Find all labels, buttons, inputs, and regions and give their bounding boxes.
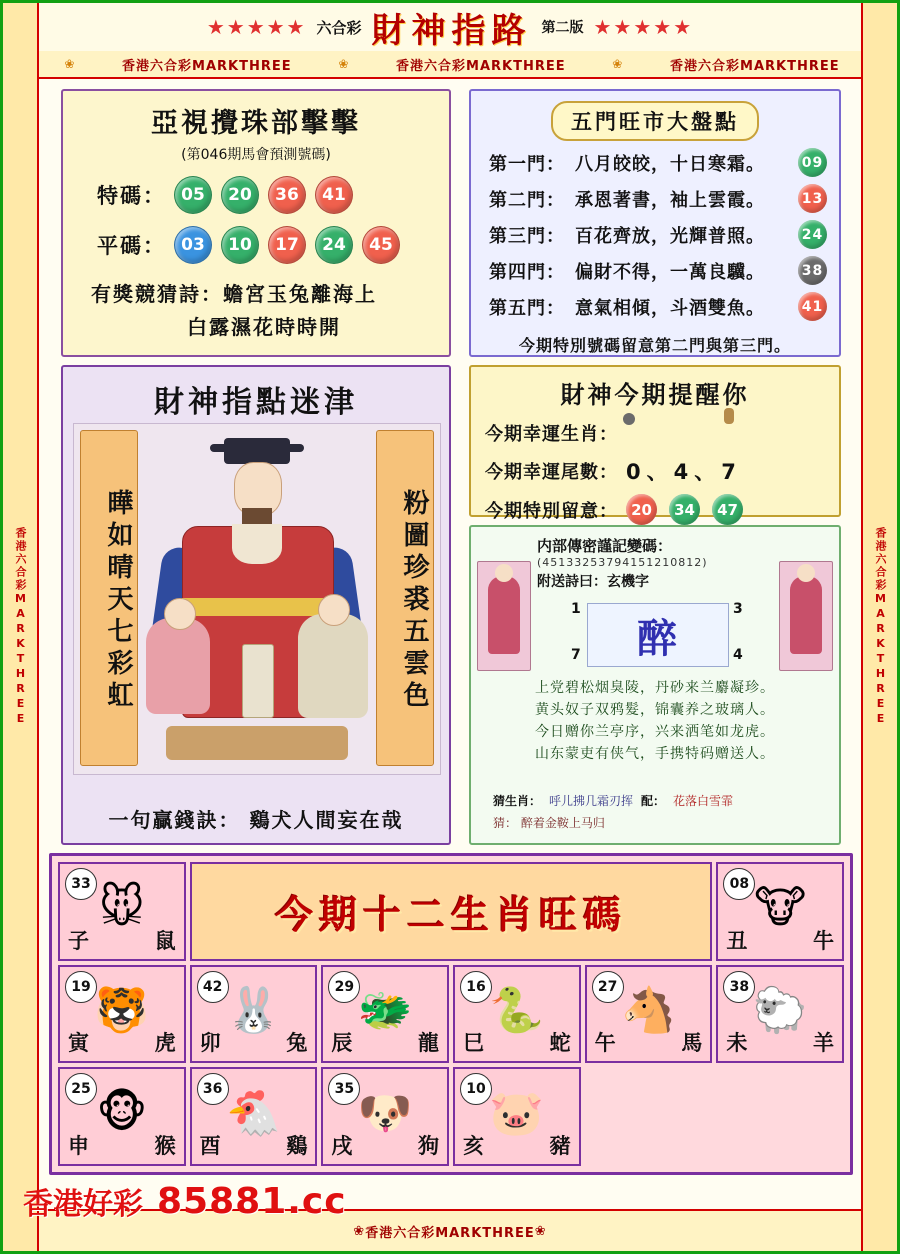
market-row — [489, 184, 839, 213]
verse-line: 今日赠你兰亭序，兴来洒笔如龙虎。 — [535, 724, 775, 740]
normal-ball: 10 — [221, 226, 259, 264]
zodiac-banner — [190, 862, 713, 961]
zodiac-number: 36 — [197, 1073, 229, 1105]
stars-left: ★★★★★ — [206, 15, 307, 39]
zodiac-cell-dragon[interactable] — [321, 965, 449, 1064]
zodiac-branch: 辰 — [331, 1031, 353, 1056]
top-ribbon — [39, 51, 861, 79]
mystery-character-box — [587, 603, 729, 667]
guess2-value: 醉着金鞍上马归 — [520, 816, 605, 830]
left-strip-text: 香港六合彩MARKTHREE — [14, 527, 27, 727]
guess-label: 猜生肖： — [493, 794, 542, 808]
masthead — [39, 3, 861, 53]
zodiac-grid — [58, 862, 844, 1166]
poem-line-2: 白露濕花時時開 — [187, 315, 341, 339]
zodiac-cell-tiger[interactable] — [58, 965, 186, 1064]
special-codes-row — [97, 176, 449, 214]
zodiac-name: 龍 — [417, 1031, 439, 1056]
market-title: 五門旺市大盤點 — [551, 101, 759, 141]
footer-text: 香港六合彩MARKTHREE — [365, 1225, 535, 1241]
dog-icon: 🐶 — [357, 1087, 413, 1139]
poem-block — [91, 278, 449, 340]
zodiac-branch: 戌 — [331, 1133, 353, 1158]
market-row-text: 八月皎皎，十日寒霜。 — [575, 153, 765, 175]
pig-icon: 🐷 — [489, 1087, 545, 1139]
corner-number-top-right: 3 — [733, 601, 743, 617]
special-ball: 36 — [268, 176, 306, 214]
zodiac-name: 羊 — [812, 1031, 834, 1056]
reminder-panel — [469, 365, 841, 522]
zodiac-name: 虎 — [154, 1031, 176, 1056]
dragon-icon: 🐲 — [357, 984, 413, 1036]
poem-line-1: 蟾宮玉兔離海上 — [223, 282, 377, 306]
reminder-title: 財神今期提醒你 — [560, 381, 750, 409]
horse-icon: 🐴 — [621, 984, 676, 1036]
zodiac-number: 16 — [460, 971, 492, 1003]
zodiac-number: 33 — [65, 868, 97, 900]
sash-shape — [182, 598, 332, 616]
couplet-right: 粉圖珍裘五雲色 — [376, 430, 434, 766]
market-gate-label: 第三門： — [489, 225, 565, 247]
market-footer-note: 今期特別號碼留意第二門與第三門。 — [518, 336, 791, 355]
pedestal-shape — [166, 726, 348, 760]
rabbit-icon: 🐰 — [226, 984, 281, 1036]
zodiac-branch: 寅 — [68, 1031, 89, 1056]
zodiac-cell-ox[interactable] — [716, 862, 844, 961]
market-gate-label: 第一門： — [489, 153, 565, 175]
zodiac-cell-rat[interactable] — [58, 862, 186, 961]
watermark-cn: 香港好彩 — [23, 1187, 143, 1222]
guess2-label: 猜： — [493, 816, 518, 830]
secret-digits: (45133253794151210812) — [537, 556, 708, 569]
zodiac-cell-goat[interactable] — [716, 965, 844, 1064]
zodiac-name: 兔 — [286, 1031, 308, 1056]
scroll-shape — [242, 644, 274, 718]
ribbon-dot-icon: ❀ — [612, 57, 624, 71]
hat-shape — [224, 438, 290, 464]
market-ball: 24 — [798, 220, 827, 249]
zodiac-number: 38 — [723, 971, 755, 1003]
zodiac-number: 35 — [328, 1073, 360, 1105]
market-row-text: 百花齊放，光輝普照。 — [575, 225, 765, 247]
zodiac-branch: 丑 — [726, 928, 748, 953]
special-ball: 41 — [315, 176, 353, 214]
attention-ball: 34 — [669, 494, 700, 525]
zodiac-number: 29 — [328, 971, 360, 1003]
goat-icon: 🐑 — [752, 984, 808, 1036]
zodiac-cell-rooster[interactable] — [190, 1067, 318, 1166]
zodiac-name: 狗 — [417, 1133, 439, 1158]
god-picture-panel — [61, 365, 451, 845]
normal-ball: 03 — [174, 226, 212, 264]
market-gate-label: 第四門： — [489, 261, 565, 283]
content-area — [39, 77, 861, 1211]
market-row — [489, 148, 839, 177]
market-row — [489, 256, 839, 285]
mystery-character: 醉 — [637, 615, 679, 662]
guess-value-2: 花落白雪霏 — [673, 794, 734, 808]
verse-line: 黄头奴子双鸦髮，锦囊养之玻璃人。 — [535, 702, 775, 718]
watermark-url: 85881.cc — [157, 1180, 347, 1222]
corner-number-bottom-left: 7 — [571, 647, 581, 663]
attendant-right-shape — [298, 614, 368, 718]
normal-ball: 24 — [315, 226, 353, 264]
special-codes-label: 特碼： — [97, 184, 166, 208]
god-panel-title: 財神指點迷津 — [154, 385, 358, 420]
market-ball: 41 — [798, 292, 827, 321]
god-panel-footer: 一句贏錢訣： 鷄犬人間妄在哉 — [108, 808, 404, 832]
zodiac-name: 鷄 — [286, 1133, 308, 1158]
prediction-panel — [61, 89, 451, 357]
zodiac-name: 蛇 — [549, 1031, 571, 1056]
corner-number-bottom-right: 4 — [733, 647, 743, 663]
market-panel — [469, 89, 841, 357]
zodiac-cell-rabbit[interactable] — [190, 965, 318, 1064]
market-row — [489, 292, 839, 321]
special-attention-row — [485, 494, 839, 525]
attendant-left-shape — [146, 618, 210, 714]
zodiac-branch: 申 — [68, 1133, 89, 1158]
door-god-right-illustration — [779, 561, 833, 671]
footer-dot-icon: ❀ — [353, 1223, 366, 1239]
normal-codes-row — [97, 226, 449, 264]
zodiac-branch: 巳 — [462, 1031, 484, 1056]
prediction-subtitle: (第046期馬會預測號碼) — [181, 147, 331, 163]
market-ball: 13 — [798, 184, 827, 213]
guess-row — [493, 792, 817, 809]
right-strip-text: 香港六合彩MARKTHREE — [874, 527, 887, 727]
couplet-left: 曄如晴天七彩虹 — [80, 430, 138, 766]
zodiac-cell-snake[interactable] — [453, 965, 581, 1064]
guess-row-2 — [493, 814, 817, 831]
zodiac-name: 牛 — [812, 928, 834, 953]
normal-ball: 17 — [268, 226, 306, 264]
rooster-icon: 🐔 — [226, 1087, 281, 1139]
ribbon-dot-icon: ❀ — [64, 57, 76, 71]
ribbon-dot-icon: ❀ — [338, 57, 350, 71]
lucky-tail-row — [485, 456, 839, 486]
ribbon-text-2: 香港六合彩MARKTHREE — [396, 58, 566, 74]
rat-icon — [626, 418, 666, 448]
verse-block — [489, 677, 821, 765]
page-title: 財神指路 — [371, 10, 532, 51]
lucky-tail-label: 今期幸運尾數： — [485, 462, 618, 483]
zodiac-branch: 酉 — [199, 1133, 221, 1158]
lucky-zodiac-row — [485, 418, 839, 448]
lucky-tail-value: 0、4、7 — [626, 460, 742, 484]
zodiac-cell-monkey[interactable] — [58, 1067, 186, 1166]
market-row-text: 偏財不得，一萬良驥。 — [575, 261, 765, 283]
zodiac-number: 10 — [460, 1073, 492, 1105]
zodiac-name: 猴 — [154, 1133, 176, 1158]
ox-icon: 🐮 — [754, 881, 807, 933]
zodiac-number: 25 — [65, 1073, 97, 1105]
zodiac-number: 27 — [592, 971, 624, 1003]
attention-ball: 47 — [712, 494, 743, 525]
left-side-strip — [3, 3, 39, 1251]
zodiac-number: 08 — [723, 868, 755, 900]
zodiac-grid-panel — [49, 853, 853, 1175]
corner-number-top-left: 1 — [571, 601, 581, 617]
door-god-left-illustration — [477, 561, 531, 671]
prediction-title: 亞視攪珠部擊擊 — [151, 108, 361, 139]
rat-icon: 🐭 — [98, 881, 145, 933]
secret-code-panel — [469, 525, 841, 845]
normal-ball: 45 — [362, 226, 400, 264]
verse-line: 上党碧松烟臭陵，丹砂来兰麝凝珍。 — [535, 680, 775, 696]
masthead-subtitle: 六合彩 — [316, 18, 362, 37]
god-of-wealth-illustration — [146, 438, 368, 760]
zodiac-branch: 亥 — [462, 1133, 484, 1158]
market-ball: 38 — [798, 256, 827, 285]
guess-key: 配： — [641, 794, 666, 808]
market-row-text: 承恩著書，袖上雲霞。 — [575, 189, 765, 211]
market-row-text: 意氣相傾，斗酒雙魚。 — [575, 297, 765, 319]
market-gate-label: 第五門： — [489, 297, 565, 319]
monkey-icon: 🐵 — [96, 1087, 148, 1139]
deer-icon — [692, 418, 732, 448]
special-ball: 05 — [174, 176, 212, 214]
zodiac-number: 42 — [197, 971, 229, 1003]
zodiac-name: 馬 — [681, 1031, 703, 1056]
market-title-wrap — [471, 101, 839, 141]
zodiac-name: 豬 — [549, 1133, 571, 1158]
normal-codes-label: 平碼： — [97, 234, 166, 258]
ribbon-text-3: 香港六合彩MARKTHREE — [670, 58, 840, 74]
guess-value: 呼儿拂几霜刃挥 — [549, 794, 634, 808]
tiger-icon: 🐯 — [94, 984, 150, 1036]
footer-dot-icon: ❀ — [534, 1223, 547, 1239]
snake-icon: 🐍 — [489, 984, 545, 1036]
ribbon-text-1: 香港六合彩MARKTHREE — [122, 58, 292, 74]
zodiac-cell-pig[interactable] — [453, 1067, 581, 1166]
zodiac-name: 鼠 — [154, 928, 176, 953]
verse-line: 山东蒙吏有侠气，手携特码赠送人。 — [535, 746, 775, 762]
market-ball: 09 — [798, 148, 827, 177]
zodiac-branch: 子 — [68, 928, 89, 953]
zodiac-branch: 未 — [726, 1031, 748, 1056]
zodiac-branch: 午 — [594, 1031, 616, 1056]
right-side-strip — [861, 3, 897, 1251]
market-gate-label: 第二門： — [489, 189, 565, 211]
secret-subhead: 附送詩曰：玄機字 — [537, 574, 649, 590]
zodiac-number: 19 — [65, 971, 97, 1003]
watermark — [23, 1179, 347, 1223]
collar-shape — [232, 524, 282, 564]
poem-label: 有獎競猜詩： — [91, 282, 223, 306]
zodiac-cell-dog[interactable] — [321, 1067, 449, 1166]
edition-label: 第二版 — [541, 20, 584, 36]
zodiac-cell-horse[interactable] — [585, 965, 713, 1064]
stars-right: ★★★★★ — [593, 15, 694, 39]
zodiac-branch: 卯 — [199, 1031, 221, 1056]
god-artwork — [73, 423, 441, 775]
secret-head: 内部傳密謹記變碼： — [537, 537, 673, 555]
lucky-zodiac-label: 今期幸運生肖： — [485, 424, 618, 445]
special-attention-label: 今期特別留意： — [485, 500, 618, 522]
attention-ball: 20 — [626, 494, 657, 525]
zodiac-banner-text: 今期十二生肖旺碼 — [274, 892, 627, 937]
market-row — [489, 220, 839, 249]
special-ball: 20 — [221, 176, 259, 214]
